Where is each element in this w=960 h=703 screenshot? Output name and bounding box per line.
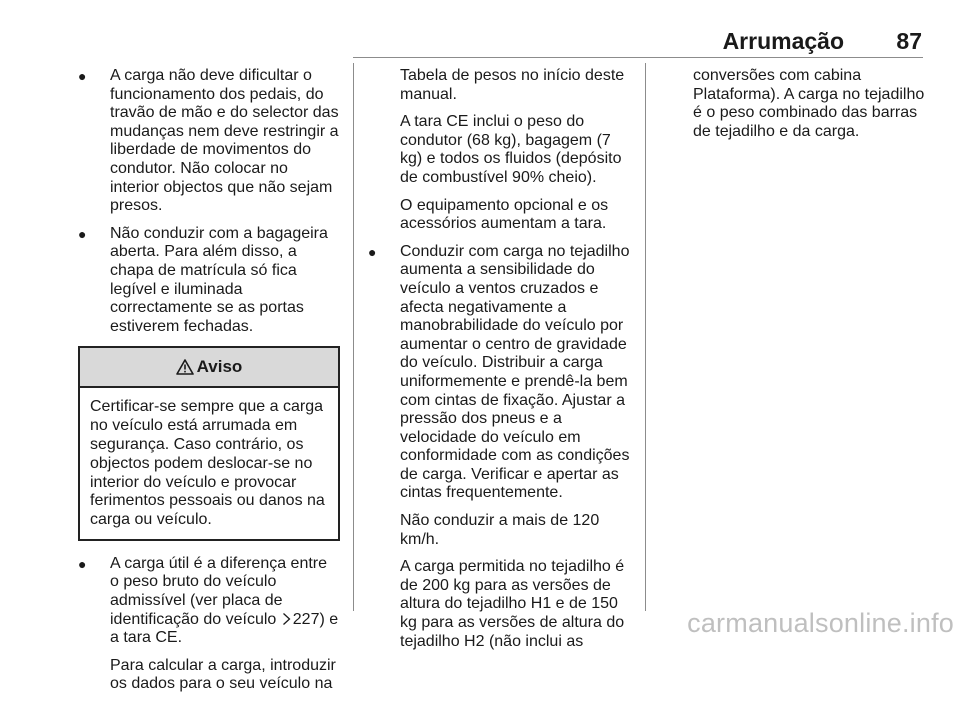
header-rule bbox=[353, 57, 923, 58]
bullet-paragraph: Não conduzir a mais de 120 km/h. bbox=[400, 512, 600, 548]
paragraph: A tara CE inclui o peso do condutor (68 kg), bagagem (7 kg) e todos os fluidos (depósito de combustível 90% cheio). bbox=[400, 113, 622, 186]
column-divider-1 bbox=[353, 63, 354, 611]
warning-text: Certificar-se sempre que a carga no veículo está arrumada em segurança. Caso contrário, os objectos podem deslocar-se no interior do veículo e provocar ferimentos pessoais ou danos na carga ou veículo. bbox=[90, 398, 325, 529]
column-3 bbox=[693, 67, 933, 150]
page-reference-arrow-icon bbox=[282, 612, 291, 626]
list-item bbox=[78, 555, 340, 694]
warning-title: Aviso bbox=[196, 357, 243, 377]
warning-header bbox=[80, 348, 338, 388]
bullet-text bbox=[110, 555, 340, 648]
column-2 bbox=[368, 67, 636, 660]
bullet-paragraph: A carga permitida no tejadilho é de 200 kg para as versões de altura do tejadilho H1 e de 150 kg para as versões de altura do tejadilho H2 (não inclui as bbox=[400, 558, 625, 650]
page-reference-link[interactable]: 227 bbox=[292, 610, 320, 628]
bullet-icon: ● bbox=[78, 68, 87, 84]
bullet-text-part: ) e a tara CE. bbox=[110, 610, 339, 647]
bullet-text: Conduzir com carga no tejadilho aumenta a sensibilidade do veículo a ventos cruzados e afecta negativamente a manobrabilidade do veículo por aumentar o centro de gravidade do veículo. Distribuir a carga uniformemente e prendê-la bem com cintas de fixação. Ajustar a pressão dos pneus e a velocidade do veículo em conformidade com as condições de carga. Verificar e apertar as cintas frequentemente. bbox=[400, 242, 630, 502]
column-divider-2 bbox=[645, 63, 646, 611]
bullet-text: Não conduzir com a bagageira aberta. Para além disso, a chapa de matrícula só fica legível e iluminada correctamente se as portas estiverem fechadas. bbox=[110, 224, 328, 335]
bullet-text-part: A carga útil é a diferença entre o peso bruto do veículo admissível (ver placa de identificação do veículo bbox=[110, 554, 328, 628]
bullet-icon: ● bbox=[78, 555, 87, 572]
watermark: carmanualsonline.info bbox=[687, 608, 954, 638]
list-item bbox=[78, 225, 340, 337]
page-number: 87 bbox=[896, 28, 922, 54]
column-1 bbox=[78, 67, 340, 703]
list-item bbox=[78, 67, 340, 216]
warning-triangle-icon bbox=[176, 359, 194, 375]
paragraph: conversões com cabina Plataforma). A carga no tejadilho é o peso combinado das barras de tejadilho e da carga. bbox=[693, 67, 925, 140]
bullet-icon: ● bbox=[78, 225, 87, 242]
paragraph: O equipamento opcional e os acessórios aumentam a tara. bbox=[400, 196, 609, 233]
paragraph: Tabela de pesos no início deste manual. bbox=[400, 67, 625, 103]
bullet-text: A carga não deve dificultar o funcionamento dos pedais, do travão de mão e do selector das mudanças nem deve restringir a liberdade de movimentos do condutor. Não colocar no interior objectos que não sejam presos. bbox=[110, 67, 339, 215]
bullet-paragraph: Para calcular a carga, introduzir os dados para o seu veículo na bbox=[110, 656, 336, 693]
warning-box bbox=[78, 346, 340, 541]
list-item bbox=[368, 243, 636, 651]
page-section-title: Arrumação bbox=[722, 28, 844, 54]
bullet-icon: ● bbox=[368, 243, 377, 260]
